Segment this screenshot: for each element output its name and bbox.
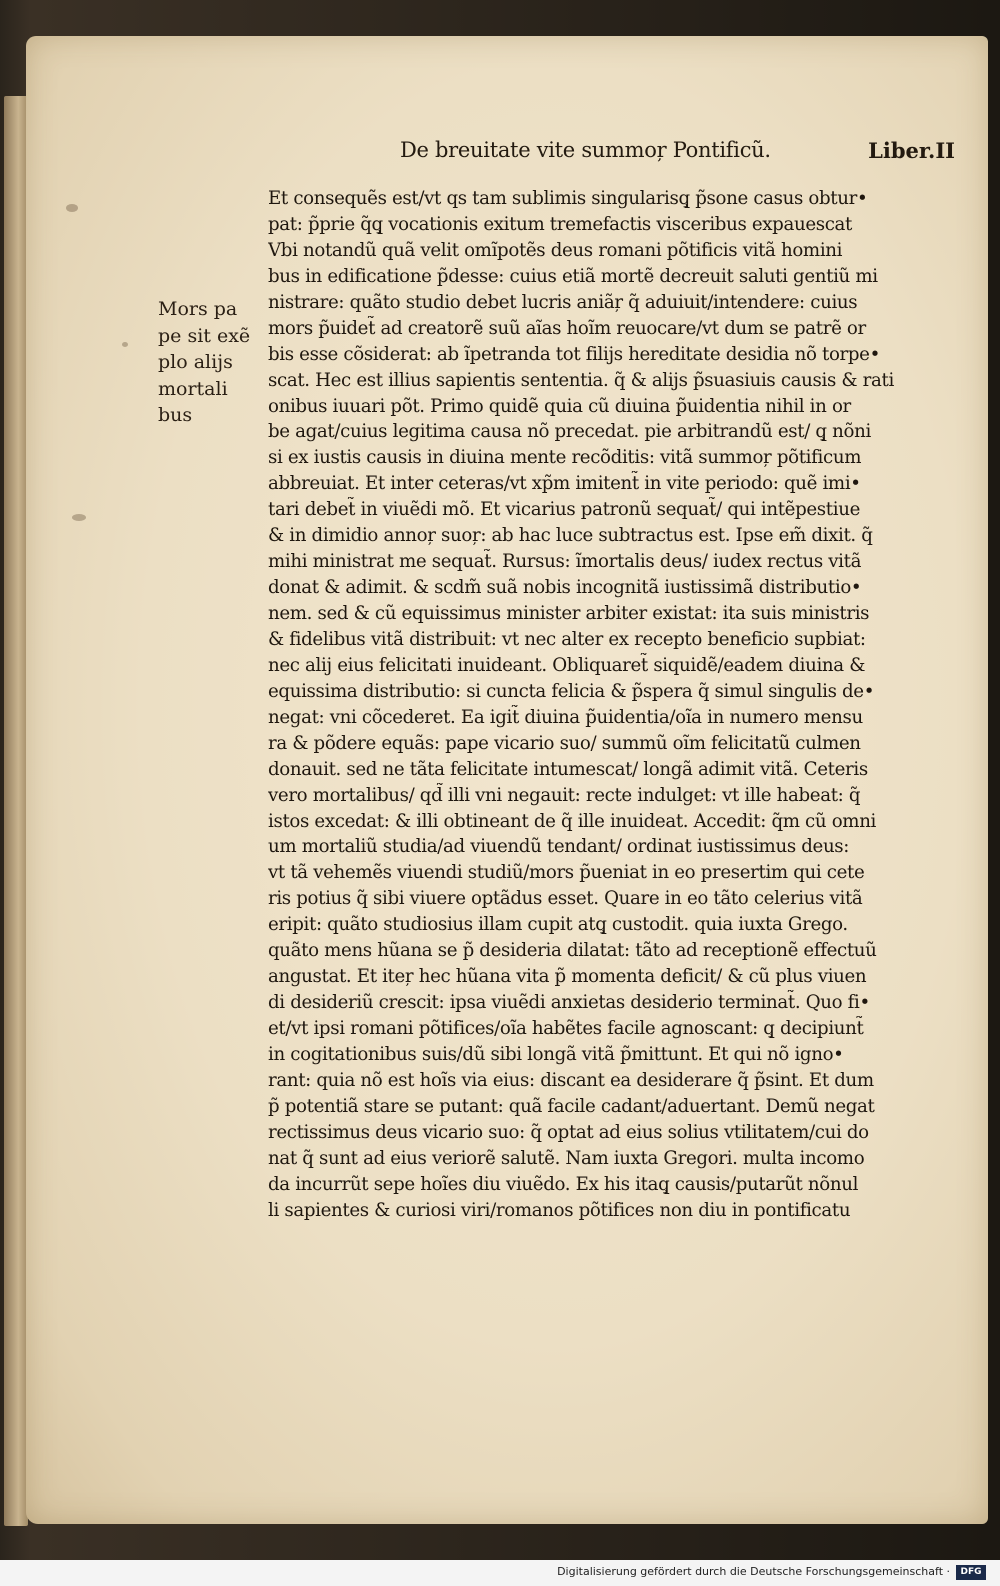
text-line: scat. Hec est illius sapientis sententia. q̃ & alijs p̃suasiuis causis & rati xyxy=(268,369,894,391)
text-line: equissima distributio: si cuncta felicia & p̃spera q̃ simul singulis de• xyxy=(268,680,875,702)
ink-stain xyxy=(72,514,86,521)
marginal-note xyxy=(158,296,264,429)
text-line: da incurrũt sepe hoĩes diu viuẽdo. Ex his itaq̧ causis/putarũt nõnul xyxy=(268,1173,859,1195)
running-head-title: De breuitate vite summoŗ Pontificũ. xyxy=(400,138,771,162)
dfg-logo: DFG xyxy=(956,1565,986,1580)
text-line: abbreuiat. Et inter ceteras/vt xp̃m imitent̃ in vite periodo: quẽ imi• xyxy=(268,473,861,495)
text-line: nec alij eius felicitati inuideant. Obliquaret̃ siquidẽ/eadem diuina & xyxy=(268,654,866,676)
marginal-note-line: plo alijs xyxy=(158,351,233,373)
text-line: tari debet̃ in viuẽdi mõ. Et vicarius patronũ sequat̃/ qui intẽpestiue xyxy=(268,499,860,521)
text-line: Vbi notandũ quã velit omĩpotẽs deus romani põtificis vitã homini xyxy=(268,239,843,261)
marginal-note-line: pe sit exẽ xyxy=(158,324,251,347)
text-line: ris potius q̃ sibi viuere optãdus esset. Quare in eo tãto celerius vitã xyxy=(268,888,863,910)
text-line: rant: quia nõ est hoĩs via eius: discant ea desiderare q̃ p̃sint. Et dum xyxy=(268,1069,874,1091)
text-line: um mortaliũ studia/ad viuendũ tendant/ ordinat iustissimus deus: xyxy=(268,836,850,858)
text-line: mors p̃uidet̃ ad creatorẽ suũ aĩas hoĩm reuocare/vt dum se patrẽ or xyxy=(268,317,866,339)
text-line: donat & adimit. & scdm̃ suã nobis incognitã iustissimã distributio• xyxy=(268,577,862,599)
text-line: bus in edificatione p̃desse: cuius etiã mortẽ decreuit saluti gentiũ mi xyxy=(268,265,878,287)
text-line: onibus iuuari põt. Primo quidẽ quia cũ diuina p̃uidentia nihil in or xyxy=(268,395,851,417)
text-line: nistrare: quãto studio debet lucris aniãŗ q̃ aduiuit/intendere: cuius xyxy=(268,291,858,313)
text-line: ra & põdere equãs: pape vicario suo/ summũ oĩm felicitatũ culmen xyxy=(268,732,861,754)
ink-stain xyxy=(66,204,78,212)
marginal-note-line: Mors pa xyxy=(158,298,238,320)
text-line: di desideriũ crescit: ipsa viuẽdi anxietas desiderio terminat̃. Quo fi• xyxy=(268,992,870,1014)
text-line: mihi ministrat me sequat̃. Rursus: ĩmortalis deus/ iudex rectus vitã xyxy=(268,551,862,573)
text-line: donauit. sed ne tãta felicitate intumescat/ longã adimit vitã. Ceteris xyxy=(268,758,868,780)
footer-bar xyxy=(0,1560,1000,1586)
text-line: be agat/cuius legitima causa nõ precedat. pie arbitrandũ est/ q̧ nõni xyxy=(268,421,871,443)
text-line: si ex iustis causis in diuina mente recõditis: vitã summoŗ põtificum xyxy=(268,447,862,469)
marginal-note-line: bus xyxy=(158,404,193,426)
text-line: p̃ potentiã stare se putant: quã facile cadant/aduertant. Demũ negat xyxy=(268,1095,875,1117)
funding-credit: Digitalisierung gefördert durch die Deutsche Forschungsgemeinschaft · xyxy=(557,1565,950,1578)
text-line: eripit: quãto studiosius illam cupit atq̧ custodit. quia iuxta Grego. xyxy=(268,914,848,936)
text-line: angustat. Et iteŗ hec hũana vita p̃ momenta deficit/ & cũ plus viuen xyxy=(268,966,867,988)
text-line: istos excedat: & illi obtineant de q̃ ille inuideat. Accedit: q̃m cũ omni xyxy=(268,810,877,832)
text-line: & fidelibus vitã distribuit: vt nec alter ex recepto beneficio supbiat: xyxy=(268,628,866,650)
text-line: nat q̃ sunt ad eius veriorẽ salutẽ. Nam iuxta Gregori. multa incomo xyxy=(268,1147,865,1169)
text-line: quãto mens hũana se p̃ desideria dilatat: tãto ad receptionẽ effectuũ xyxy=(268,940,877,962)
text-line: Et consequẽs est/vt qs tam sublimis singularisq̧ p̃sone casus obtur• xyxy=(268,188,868,209)
main-text-block xyxy=(268,186,958,1224)
underlying-page-edge xyxy=(4,96,28,1526)
text-line: in cogitationibus suis/dũ sibi longã vitã p̃mittunt. Et qui nõ igno• xyxy=(268,1043,844,1065)
text-line: et/vt ipsi romani põtifices/oĩa habẽtes facile agnoscant: q̧ decipiunt̃ xyxy=(268,1018,864,1039)
text-line: negat: vni cõcederet. Ea igit̃ diuina p̃uidentia/oĩa in numero mensu xyxy=(268,706,863,728)
text-line: vt tã vehemẽs viuendi studiũ/mors p̃ueniat in eo presertim qui cete xyxy=(268,862,865,884)
text-line: rectissimus deus vicario suo: q̃ optat ad eius solius vtilitatem/cui do xyxy=(268,1121,869,1143)
text-line: nem. sed & cũ equissimus minister arbiter existat: ita suis ministris xyxy=(268,603,870,624)
marginal-note-line: mortali xyxy=(158,377,228,400)
running-head-folio: Liber.II xyxy=(868,138,955,163)
text-line: & in dimidio annoŗ suoŗ: ab hac luce subtractus est. Ipse em̃ dixit. q̃ xyxy=(268,525,873,547)
text-line: li sapientes & curiosi viri/romanos põtifices non diu in pontificatu xyxy=(268,1199,851,1221)
text-line: vero mortalibus/ qd̃ illi vni negauit: recte indulget: vt ille habeat: q̃ xyxy=(268,784,861,806)
text-line: pat: p̃prie q̃q̧ vocationis exitum tremefactis visceribus expauescat xyxy=(268,213,853,235)
text-line: bis esse cõsiderat: ab ĩpetranda tot filijs hereditate desidia nõ torpe• xyxy=(268,343,880,365)
running-head xyxy=(400,138,955,168)
ink-stain xyxy=(122,342,128,347)
